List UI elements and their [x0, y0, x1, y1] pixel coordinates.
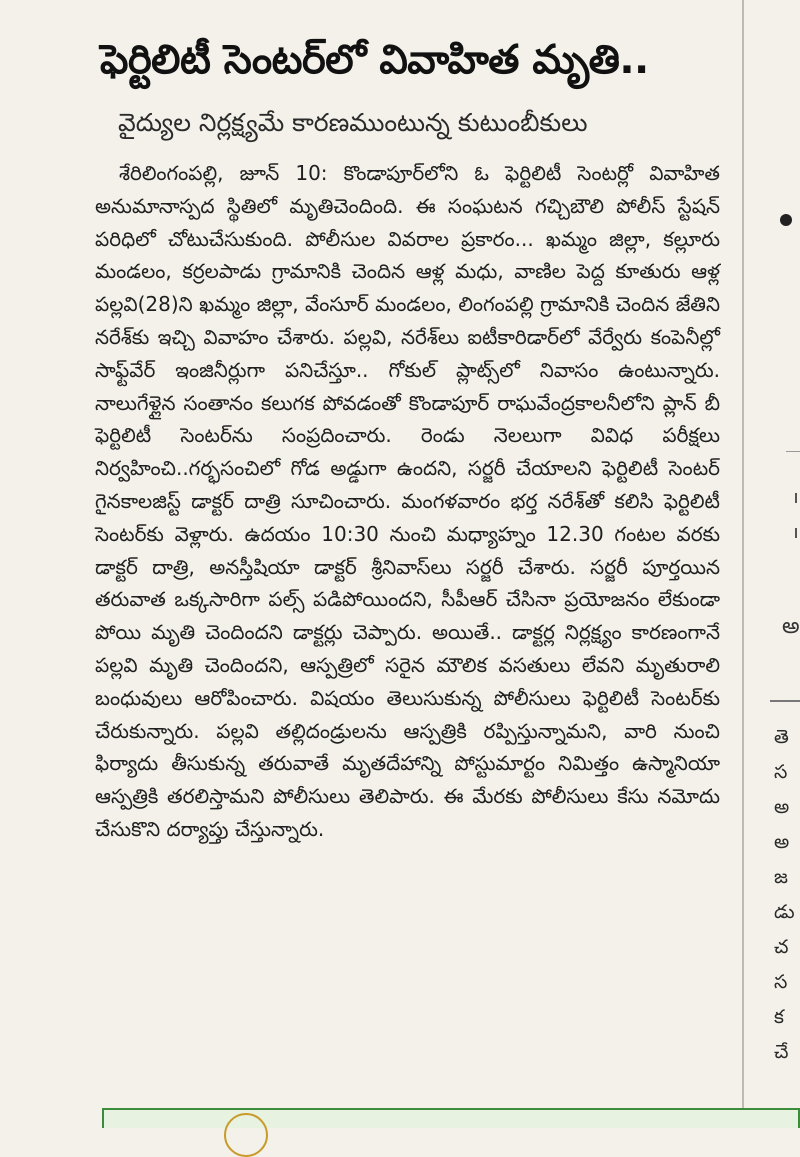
side-line-start: తె [774, 726, 789, 748]
subheadline: వైద్యుల నిర్లక్ష్యమే కారణముంటున్న కుటుంబీకులు [118, 108, 588, 137]
column-divider [742, 0, 744, 1128]
advertisement-strip [102, 1108, 800, 1128]
side-line-start: డు [774, 901, 795, 923]
side-line-start: చే [774, 1041, 789, 1063]
bullet-icon [780, 214, 792, 226]
side-line-start: స [774, 761, 788, 783]
article-paragraph: శేరిలింగంపల్లి, జూన్ 10: కొండాపూర్‌లోని ఓ ఫెర్టిలిటీ సెంటర్లో వివాహిత అనుమానాస్పద స్థితిలో మృతిచెందింది. ఈ సంఘటన గచ్చిబౌలి పోలీస్ స్టేషన్ పరిధిలో చోటుచేసుకుంది. పోలీసుల వివరాల ప్రకారం... ఖమ్మం జిల్లా, కల్లూరు మండలం, కర్రలపాడు గ్రామానికి చెందిన ఆళ్ల మధు, వాణిల పెద్ద కూతురు ఆళ్ల పల్లవి(28)ని ఖమ్మం జిల్లా, వేంసూర్ మండలం, లింగంపల్లి గ్రామానికి చెందిన జేతిని నరేశ్‌కు ఇచ్చి వివాహం చేశారు. పల్లవి, నరేశ్‌లు ఐటీకారిడార్‌లో వేర్వేరు కంపెనీల్లో సాఫ్ట్‌వేర్ ఇంజినీర్లుగా పనిచేస్తూ.. గోకుల్ ప్లాట్స్‌లో నివాసం ఉంటున్నారు. నాలుగేళ్లైన సంతానం కలుగక పోవడంతో కొండాపూర్ రాఘవేంద్రకాలనీలోని ప్లాన్ బీ ఫెర్టిలిటీ సెంటర్‌ను సంప్రదించారు. రెండు నెలలుగా వివిధ పరీక్షలు నిర్వహించి..గర్భసంచిలో గోడ అడ్డుగా ఉందని, సర్జరీ చేయాలని ఫెర్టిలిటీ సెంటర్ గైనకాలజిస్ట్ డాక్టర్ దాత్రి సూచించారు. మంగళవారం భర్త నరేశ్‌తో కలిసి ఫెర్టిలిటీ సెంటర్‌కు వెళ్లారు. ఉదయం 10:30 నుంచి మధ్యాహ్నం 12.30 గంటల వరకు డాక్టర్ దాత్రి, అనస్తీషియా డాక్టర్ శ్రీనివాస్‌లు సర్జరీ చేశారు. సర్జరీ పూర్తయిన తరువాత ఒక్కసారిగా పల్స్ పడిపోయిందని, సీపీఆర్ చేసినా ప్రయోజనం లేకుండా పోయి మృతి చెందిందని డాక్టర్లు చెప్పారు. అయితే.. డాక్టర్ల నిర్లక్ష్యం కారణంగానే పల్లవి మృతి చెందిందని, ఆస్పత్రిలో సరైన మౌలిక వసతులు లేవని మృతురాలి బంధువులు ఆరోపించారు. విషయం తెలుసుకున్న పోలీసులు ఫెర్టిలిటీ సెంటర్‌కు చేరుకున్నారు. పల్లవి తల్లిదండ్రులను ఆస్పత్రికి రప్పిస్తున్నామని, వారి నుంచి ఫిర్యాదు తీసుకున్న తరువాతే మృతదేహాన్ని పోస్టుమార్టం నిమిత్తం ఉస్మానియా ఆస్పత్రికి తరలిస్తామని పోలీసులు తెలిపారు. ఈ మేరకు పోలీసులు కేసు నమోదు చేసుకొని దర్యాప్తు చేస్తున్నారు. [95, 161, 720, 841]
headline: ఫెర్టిలిటీ సెంటర్‌లో వివాహిత మృతి.. [100, 37, 649, 83]
side-divider [786, 451, 800, 452]
side-line-start: జ [774, 866, 788, 888]
side-line-start: అ [774, 831, 790, 853]
side-divider [770, 700, 800, 702]
side-heading-letter: అ [782, 614, 800, 639]
side-line-start: చ [774, 936, 789, 958]
side-glyph-fragment [795, 528, 800, 538]
previous-article-fragment [95, 0, 395, 8]
ad-logo-icon [224, 1113, 268, 1157]
side-line-start: స [774, 971, 788, 993]
side-glyph-fragment [795, 493, 800, 503]
side-line-start: క [774, 1006, 784, 1028]
side-article-column [774, 720, 800, 1070]
side-line-start: అ [774, 796, 790, 818]
article-body [95, 157, 720, 846]
